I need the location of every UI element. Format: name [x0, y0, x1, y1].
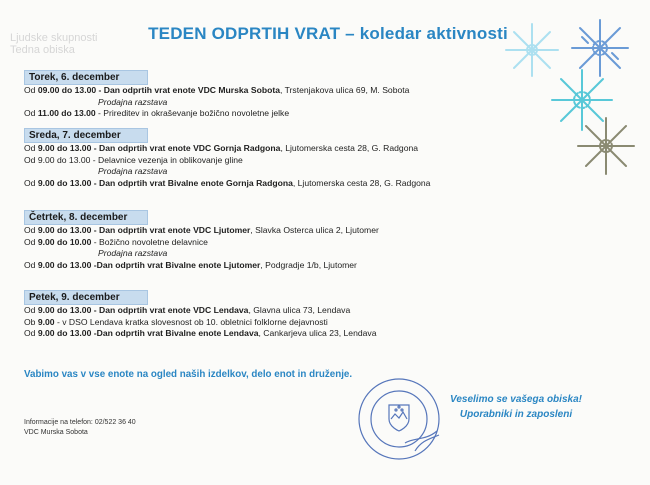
- event-main: 9.00: [37, 316, 55, 327]
- snowflake-decoration-icon: [500, 18, 640, 188]
- day-block: [24, 287, 484, 340]
- event-row: [24, 305, 484, 317]
- event-row: [24, 260, 484, 272]
- event-row: [24, 317, 484, 329]
- day-block: [24, 207, 484, 271]
- event-prefix: Od: [24, 177, 38, 188]
- official-stamp-icon: [345, 373, 451, 465]
- event-prefix: Od: [24, 154, 38, 165]
- event-detail: , Slavka Osterca ulica 2, Ljutomer: [250, 225, 379, 235]
- event-prefix: Od: [24, 328, 38, 339]
- event-detail: , Ljutomerska cesta 28, G. Radgona: [292, 177, 431, 188]
- event-main: 9.00 do 13.00 - Dan odprtih vrat enote VDC Ljutomer: [37, 225, 251, 235]
- event-prefix: Od: [24, 259, 38, 270]
- contact-org: VDC Murska Sobota: [24, 429, 88, 436]
- faded-header: [10, 32, 150, 56]
- event-detail: , Cankarjeva ulica 23, Lendava: [258, 328, 377, 339]
- event-main: 9.00 do 10.00: [37, 236, 92, 247]
- event-row: [24, 178, 484, 190]
- day-heading: Četrtek, 8. december: [24, 210, 148, 225]
- faded-line: Tedna obiska: [10, 44, 75, 56]
- event-sub: Prodajna razstava: [98, 166, 168, 177]
- event-prefix: Od: [24, 108, 38, 119]
- event-detail: - v DSO Lendava kratka slovesnost ob 10. obletnici folklorne dejavnosti: [54, 316, 328, 327]
- event-prefix: Od: [24, 225, 38, 235]
- event-main: 9.00 do 13.00 - Dan odprtih vrat Bivalne enote Gornja Radgona: [37, 177, 293, 188]
- event-row: [24, 85, 484, 97]
- day-block: [24, 125, 484, 189]
- event-row: [24, 155, 484, 167]
- day-heading: Sreda, 7. december: [24, 128, 148, 143]
- invitation-text: Vabimo vas v vse enote na ogled naših izdelkov, delo enot in druženje.: [24, 369, 353, 380]
- contact-info: [24, 418, 136, 438]
- event-main: 9.00 do 13.00 - Dan odprtih vrat enote VDC Lendava: [37, 305, 249, 315]
- event-prefix: Od: [24, 236, 38, 247]
- event-prefix: Od: [24, 305, 38, 315]
- event-prefix: Ob: [24, 316, 38, 327]
- event-prefix: Od: [24, 143, 38, 153]
- event-main: 9.00 do 13.00 - Dan odprtih vrat enote VDC Gornja Radgona: [37, 143, 281, 153]
- event-detail: , Ljutomerska cesta 28, G. Radgona: [280, 143, 419, 153]
- faded-line: Ljudske skupnosti: [10, 32, 98, 44]
- event-main: 9.00 do 13.00 -Dan odprtih vrat Bivalne enote Lendava: [37, 328, 259, 339]
- event-detail: 9.00 do 13.00 - Delavnice vezenja in oblikovanje gline: [37, 154, 243, 165]
- event-sub: Prodajna razstava: [98, 96, 168, 107]
- event-main: 09.00 do 13.00 - Dan odprtih vrat enote VDC Murska Sobota: [37, 85, 280, 95]
- event-row: [24, 328, 484, 340]
- event-detail: , Glavna ulica 73, Lendava: [248, 305, 351, 315]
- closing-text: [446, 392, 586, 422]
- event-detail: - Božično novoletne delavnice: [91, 236, 208, 247]
- event-sub: Prodajna razstava: [98, 248, 168, 259]
- closing-signature: Uporabniki in zaposleni: [459, 409, 573, 420]
- event-row: [24, 237, 484, 249]
- event-prefix: Od: [24, 85, 38, 95]
- event-detail: , Podgradje 1/b, Ljutomer: [260, 259, 357, 270]
- page-title: TEDEN ODPRTIH VRAT – koledar aktivnosti: [148, 24, 508, 43]
- event-detail: - Prireditev in okraševanje božično novoletne jelke: [95, 108, 290, 119]
- event-main: 9.00 do 13.00 -Dan odprtih vrat Bivalne enote Ljutomer: [37, 259, 261, 270]
- closing-line: Veselimo se vašega obiska!: [450, 394, 582, 405]
- event-detail: , Trstenjakova ulica 69, M. Sobota: [279, 85, 410, 95]
- contact-phone: Informacije na telefon: 02/522 36 40: [24, 419, 136, 426]
- event-main: 11.00 do 13.00: [37, 108, 96, 119]
- day-heading: Torek, 6. december: [24, 70, 148, 85]
- day-block: [24, 67, 484, 120]
- event-row: [24, 225, 484, 237]
- event-row: [24, 108, 484, 120]
- event-row: [24, 143, 484, 155]
- day-heading: Petek, 9. december: [24, 290, 148, 305]
